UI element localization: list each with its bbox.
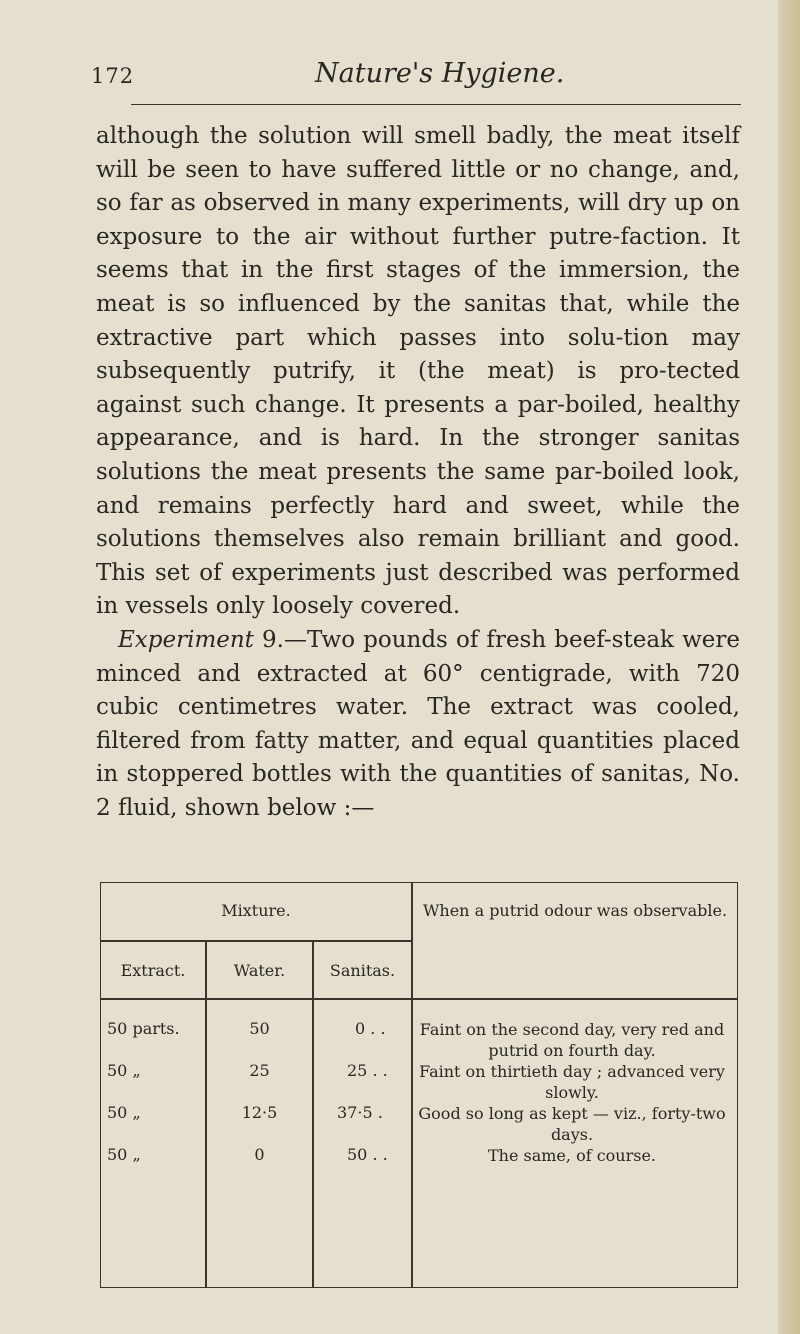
table-row-4-water: 0 (254, 1145, 265, 1164)
table-row-2-water: 25 (249, 1061, 270, 1080)
running-title: Nature's Hygiene. (315, 58, 565, 89)
table-row-1-sanitas: 0 . . (355, 1019, 386, 1038)
page-edge (778, 0, 800, 1334)
table-row-3-extract: 50 „ (107, 1103, 141, 1122)
results-table (100, 882, 738, 1288)
sanitas-header: Sanitas. (329, 961, 396, 980)
table-row-3-water: 12·5 (241, 1103, 278, 1122)
table-row-2-result: Faint on thirtieth day ; advanced very slowly. (419, 1062, 725, 1102)
table-row-3-result: Good so long as kept — viz., forty-two days. (418, 1104, 726, 1144)
paragraph-2 (96, 624, 740, 826)
table-row-2-sanitas: 25 . . (347, 1061, 388, 1080)
body-text (96, 120, 740, 825)
column-rule-2 (312, 940, 314, 1287)
table-row-3-sanitas: 37·5 . (337, 1103, 383, 1122)
paragraph-2-text: 9.—Two pounds of fresh beef-steak were minced and extracted at 60° centigrade, with 720 cubic centimetres water. The extract was cooled, filtered from fatty matter, and equal quantities placed in stoppered bottles with the quantities of sanitas, No. 2 fluid, shown below :— (96, 626, 740, 821)
table-row-4-extract: 50 „ (107, 1145, 141, 1164)
header-divider-2 (101, 998, 737, 1000)
table-row-1-water: 50 (249, 1019, 270, 1038)
table-row-4-result: The same, of course. (487, 1146, 657, 1165)
page-number: 172 (91, 64, 135, 88)
table-row-4-sanitas: 50 . . (347, 1145, 388, 1164)
table-row-1-extract: 50 parts. (107, 1019, 180, 1038)
page-header (91, 58, 751, 100)
mixture-header: Mixture. (221, 901, 291, 920)
header-rule (131, 104, 741, 105)
paragraph-1: although the solution will smell badly, the meat itself will be seen to have suffered little or no change, and, so far as observed in many experiments, will dry up on exposure to the air without further putre-faction. It seems that in the first stages of the immersion, the meat is so influenced by the sanitas that, while the extractive part which passes into solu-tion may subsequently putrify, it (the meat) is pro-tected against such change. It presents a par-boiled, healthy appearance, and is hard. In the stronger sanitas solutions the meat presents the same par-boiled look, and remains perfectly hard and sweet, while the solutions themselves also remain brilliant and good. This set of experiments just described was performed in vessels only loosely covered. (96, 123, 740, 620)
table-row-1-result: Faint on the second day, very red and putrid on fourth day. (419, 1020, 725, 1060)
experiment-label: Experiment (118, 626, 254, 653)
header-divider-1 (101, 940, 411, 942)
result-header: When a putrid odour was observable. (422, 901, 728, 920)
extract-header: Extract. (120, 961, 186, 980)
table-row-2-extract: 50 „ (107, 1061, 141, 1080)
water-header: Water. (233, 961, 286, 980)
